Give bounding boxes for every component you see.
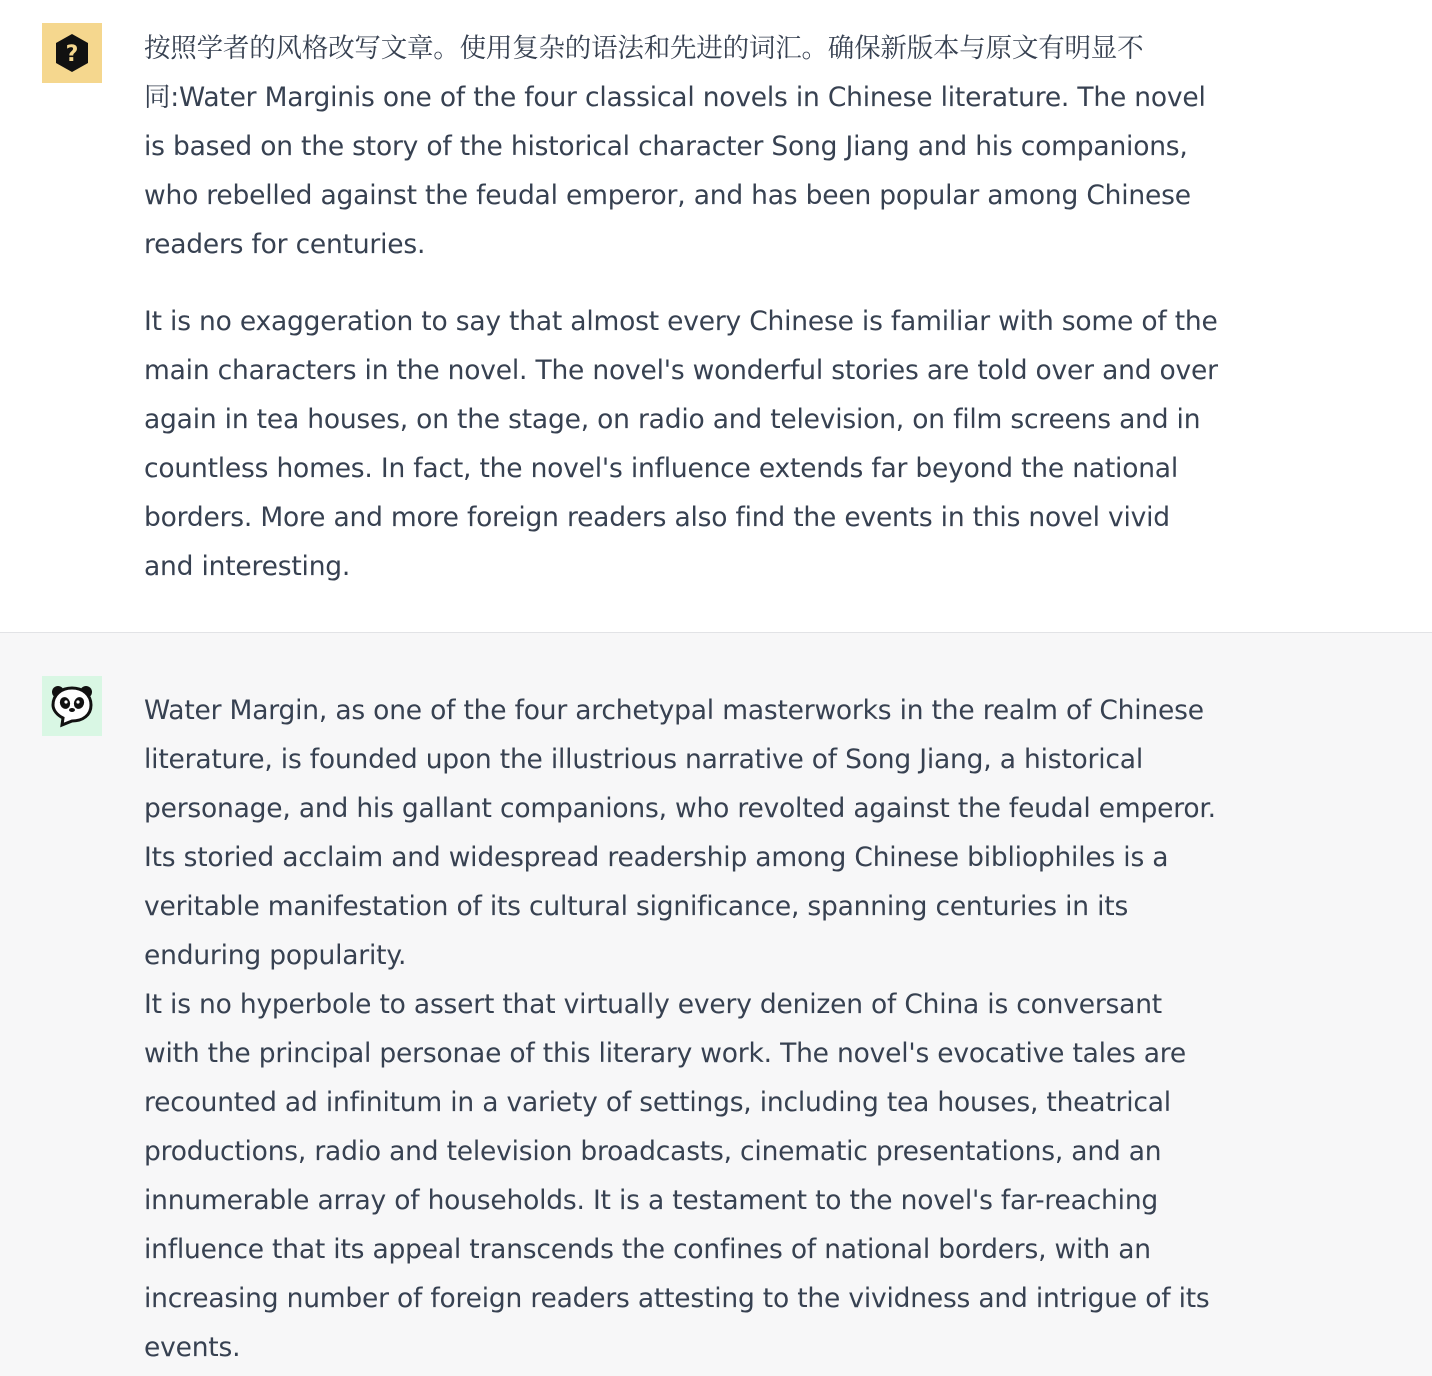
user-message-text bbox=[144, 24, 1224, 591]
assistant-paragraph: It is no hyperbole to assert that virtually every denizen of China is conversant with the principal personae of this literary work. The novel's evocative tales are recounted ad infinitum in a variety of settings, including tea houses, theatrical productions, radio and television broadcasts, cinematic presentations, and an innumerable array of households. It is a testament to the novel's far-reaching influence that its appeal transcends the confines of national borders, with an increasing number of foreign readers attesting to the vividness and intrigue of its events. bbox=[144, 989, 1210, 1363]
user-paragraph: 按照学者的风格改写文章。使用复杂的语法和先进的词汇。确保新版本与原文有明显不同:Water Marginis one of the four classical novels in Chinese literature. The novel is based on the story of the historical character Song Jiang and his companions, who rebelled against the feudal emperor, and has been popular among Chinese readers for centuries. bbox=[144, 33, 1206, 260]
question-hexagon-icon bbox=[54, 33, 90, 73]
user-paragraph: It is no exaggeration to say that almost every Chinese is familiar with some of the main characters in the novel. The novel's wonderful stories are told over and over again in tea houses, on the stage, on radio and television, on film screens and in countless homes. In fact, the novel's influence extends far beyond the national borders. More and more foreign readers also find the events in this novel vivid and interesting. bbox=[144, 306, 1218, 582]
user-message bbox=[0, 0, 1432, 633]
panda-chat-icon bbox=[50, 684, 94, 728]
assistant-paragraph: Water Margin, as one of the four archetypal masterworks in the realm of Chinese literature, is founded upon the illustrious narrative of Song Jiang, a historical personage, and his gallant companions, who revolted against the feudal emperor. Its storied acclaim and widespread readership among Chinese bibliophiles is a veritable manifestation of its cultural significance, spanning centuries in its enduring popularity. bbox=[144, 695, 1216, 971]
svg-text:?: ? bbox=[65, 42, 79, 67]
assistant-message-text bbox=[144, 686, 1224, 1372]
assistant-message bbox=[0, 633, 1432, 1376]
user-avatar bbox=[42, 23, 102, 83]
assistant-avatar bbox=[42, 676, 102, 736]
